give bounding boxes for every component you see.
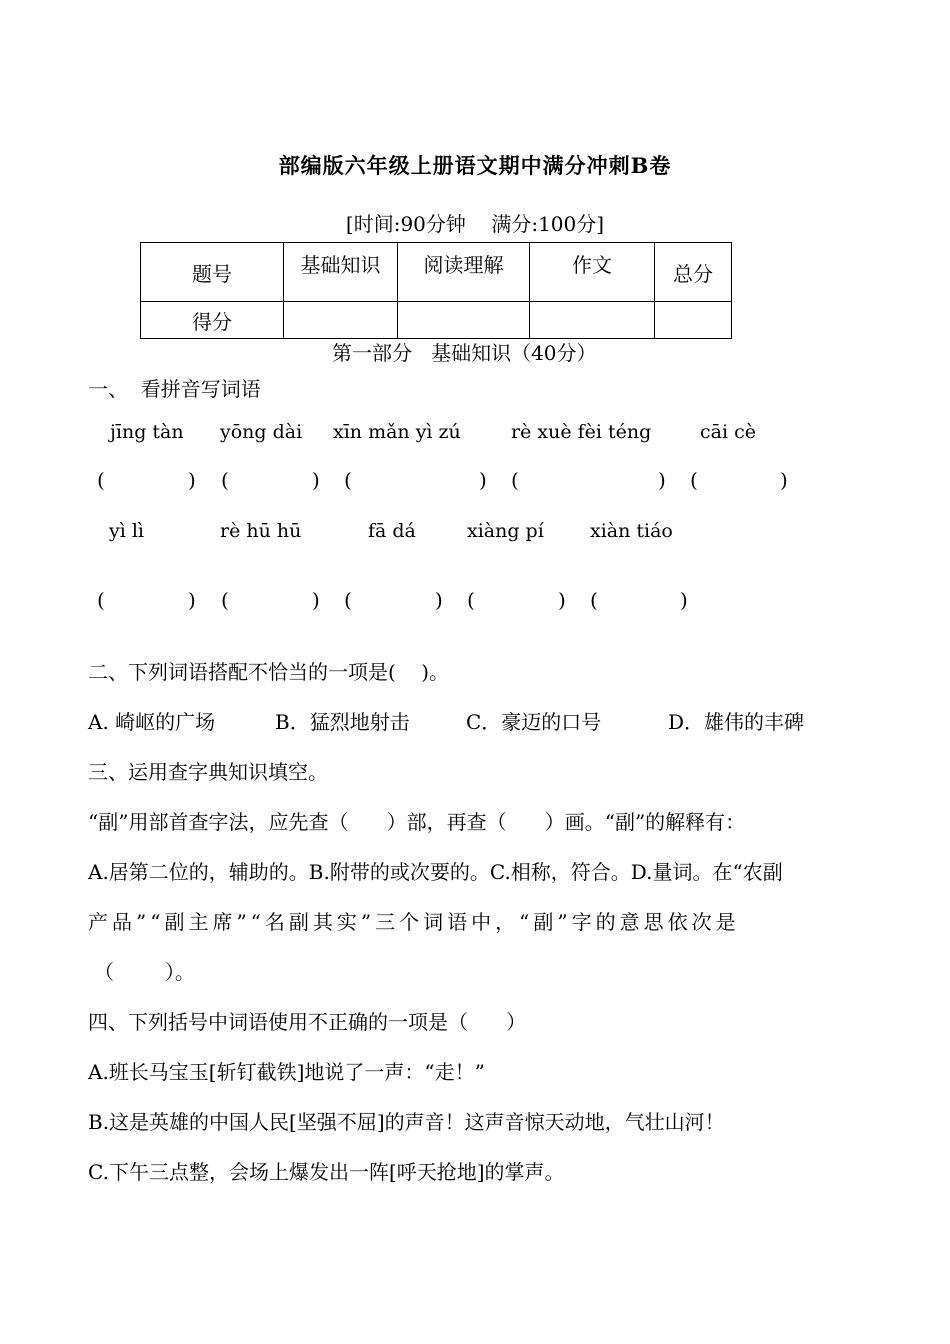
option-a: A. 崎岖的广场 <box>88 710 216 734</box>
pinyin-item: rè xuè fèi téng <box>511 421 652 443</box>
question-4-heading: 四、下列括号中词语使用不正确的一项是（ ） <box>88 1010 527 1034</box>
pinyin-item: rè hū hū <box>220 520 302 542</box>
score-cell: 总分 <box>655 243 732 302</box>
score-cell[interactable] <box>398 302 530 339</box>
option-d: D．雄伟的丰碑 <box>668 710 805 734</box>
pinyin-item: xiàn tiáo <box>590 520 673 542</box>
score-cell: 作文 <box>530 243 655 302</box>
pinyin-item: xiàng pí <box>467 520 544 542</box>
pinyin-item: jīng tàn <box>110 421 184 443</box>
score-cell: 得分 <box>141 302 284 339</box>
pinyin-item: fā dá <box>368 520 416 542</box>
score-cell[interactable] <box>530 302 655 339</box>
option-c: C．豪迈的口号 <box>466 710 602 734</box>
score-table-header-row <box>141 243 732 302</box>
pinyin-item: cāi cè <box>700 421 756 443</box>
question-3-line: “副”用部首查字法，应先查（ ）部，再查（ ）画。“副”的解释有： <box>88 810 746 834</box>
pinyin-item: xīn mǎn yì zú <box>333 421 461 443</box>
pinyin-item: yōng dài <box>220 421 303 443</box>
score-cell[interactable] <box>284 302 398 339</box>
question-1-heading: 一、 看拼音写词语 <box>88 377 261 401</box>
question-2-heading: 二、下列词语搭配不恰当的一项是( )。 <box>88 660 450 684</box>
exam-time-info: [时间:90分钟 满分:100分] <box>345 212 605 236</box>
question-3-line: A.居第二位的，辅助的。B.附带的或次要的。C.相称，符合。D.量词。在“农副 <box>88 860 783 884</box>
question-3-heading: 三、运用查字典知识填空。 <box>88 760 328 784</box>
question-3-line: 产品”“副主席”“名副其实”三个词语中，“副”字的意思依次是 <box>88 910 740 934</box>
score-cell: 题号 <box>141 243 284 302</box>
pinyin-item: yì lì <box>109 520 145 542</box>
option-b: B．猛烈地射击 <box>275 710 410 734</box>
option-a: A.班长马宝玉[斩钉截铁]地说了一声：“走！” <box>88 1060 485 1084</box>
score-cell: 阅读理解 <box>398 243 530 302</box>
score-table-score-row <box>141 302 732 339</box>
page-title: 部编版六年级上册语文期中满分冲刺B卷 <box>278 153 672 178</box>
score-table <box>140 242 732 339</box>
score-cell[interactable] <box>655 302 732 339</box>
question-3-line: （ ）。 <box>94 960 195 984</box>
score-cell: 基础知识 <box>284 243 398 302</box>
option-b: B.这是英雄的中国人民[坚强不屈]的声音！这声音惊天动地，气壮山河！ <box>88 1110 725 1134</box>
part-heading: 第一部分 基础知识（40分） <box>332 341 597 365</box>
option-c: C.下午三点整，会场上爆发出一阵[呼天抢地]的掌声。 <box>88 1160 565 1184</box>
